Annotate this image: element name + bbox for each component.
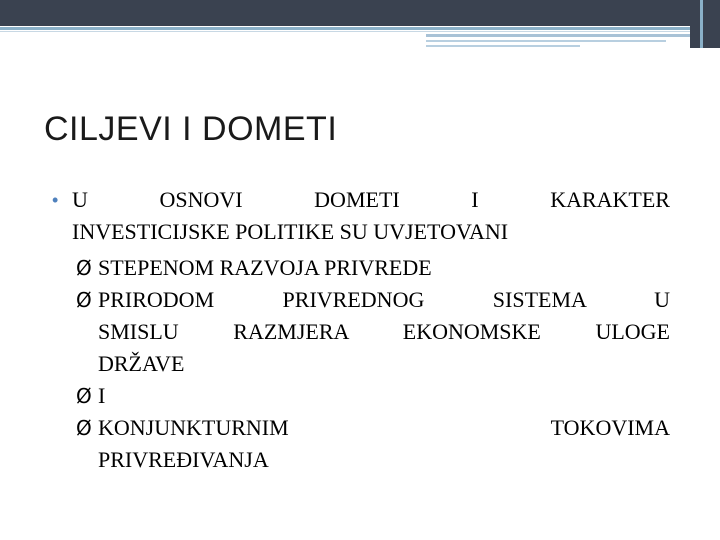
arrow-bullet-icon: Ø — [76, 384, 92, 408]
sub-bullet-4 — [76, 412, 670, 476]
arrow-bullet-icon: Ø — [76, 416, 92, 440]
bullet-dot-icon: • — [52, 190, 59, 210]
arrow-bullet-icon: Ø — [76, 288, 92, 312]
sub-bullet-2-line-2: SMISLU RAZMJERA EKONOMSKE ULOGE — [98, 319, 670, 344]
sub-bullet-2-line-1: PRIRODOM PRIVREDNOG SISTEMA U — [98, 287, 670, 312]
main-bullet-line-1: U OSNOVI DOMETI I KARAKTER — [72, 187, 670, 212]
header-rule-primary — [0, 27, 690, 30]
sub-bullet-1 — [76, 252, 670, 284]
slide-title: CILJEVI I DOMETI — [44, 110, 338, 148]
arrow-bullet-icon: Ø — [76, 256, 92, 280]
header-rule-secondary — [0, 31, 690, 32]
sub-bullet-2-line-3: DRŽAVE — [98, 351, 185, 376]
header-bar — [0, 0, 720, 26]
sub-bullet-1-line-1: STEPENOM RAZVOJA PRIVREDE — [98, 255, 432, 280]
sub-bullet-3 — [76, 380, 670, 412]
header-rule-short-3 — [426, 45, 580, 47]
header-rule-short-1 — [426, 34, 690, 37]
header-bar-right-block — [690, 0, 720, 48]
sub-bullet-4-line-2: PRIVREĐIVANJA — [98, 447, 269, 472]
header-rule-short-2 — [426, 40, 666, 42]
header-accent-vertical — [700, 0, 703, 48]
sub-bullet-2 — [76, 284, 670, 380]
sub-bullet-4-line-1: KONJUNKTURNIM TOKOVIMA — [98, 415, 670, 440]
main-bullet — [52, 184, 670, 248]
main-bullet-line-2: INVESTICIJSKE POLITIKE SU UVJETOVANI — [72, 219, 509, 244]
sub-bullet-3-line-1: I — [98, 383, 106, 408]
slide-body — [52, 184, 670, 476]
